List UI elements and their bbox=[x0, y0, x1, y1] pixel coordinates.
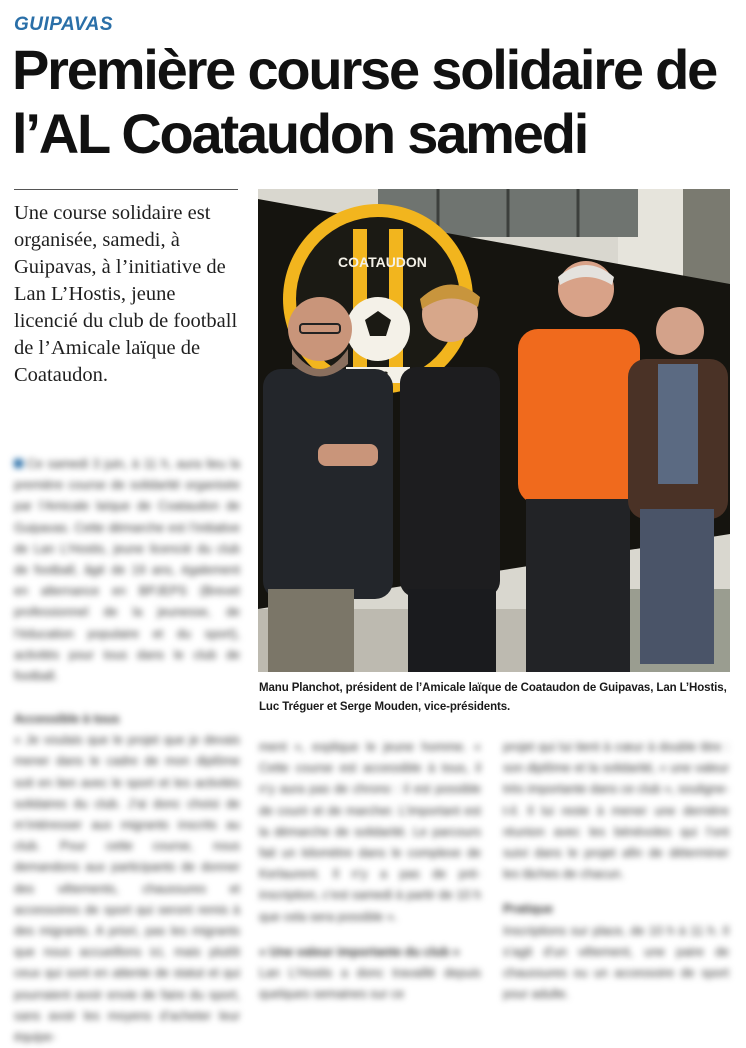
body-intro-text: Ce samedi 3 juin, à 11 h, aura lieu la première course de solidarité organisée par l’Amicale laïque de Coataudon de Guipavas. Cette démarche est l’initiative de Lan L’Hostis, jeune licencié du club de football, âgé de 19 ans, également en alternance en BPJEPS (Brevet professionnel de la jeunesse, de l’éducation populaire et du sport), activités pour tous dans le club de football. bbox=[14, 457, 240, 684]
article-photo bbox=[258, 189, 730, 672]
body-subhead-2: « Une valeur importante du club » bbox=[259, 944, 460, 959]
article-headline: Première course solidaire de l’AL Coataudon samedi bbox=[12, 38, 717, 165]
body-subhead-1: Accessible à tous bbox=[14, 712, 120, 726]
body-text-col3: projet qui lui tient à cœur à double titre : son diplôme et la solidarité, « une valeur très importante dans ce club », souligne-t-il. Il lui reste à mener une dernière réunion avec les bénévoles qui l’ont suivi dans le projet afin de déterminer les tâches de chacun. bbox=[503, 740, 729, 882]
body-text-col1: « Je voulais que le projet que je devais mener dans le cadre de mon diplôme soit en lien avec le sport et les activités solidaires du club. J’ai donc choisi de m’intéresser aux migrants inscrits au club. Pour cette course, nous demandons aux participants de donner des vêtements, chaussures et accessoires de sport qui seront remis à des migrants. A priori, pas les migrants que nous accueillons ici, mais plutôt ceux qui sont en attente de statut et qui pourraient avoir envie de faire du sport, sans avoir les moyens d’acheter leur équipe- bbox=[14, 733, 240, 1045]
standfirst-divider bbox=[14, 189, 238, 190]
article-body-col1-intro bbox=[14, 454, 240, 687]
section-kicker: GUIPAVAS bbox=[14, 14, 114, 35]
body-text-col2: ment », explique le jeune homme. « Cette course est accessible à tous, il n’y aura pas de chrono : il est possible de courir et de marcher. L’important est la démarche de solidarité. Le parcours fait un kilomètre dans le complexe de Kerlaurent. Il n’y a pas de pré-inscription, c’est samedi à partir de 10 h que cela sera possible ». bbox=[259, 740, 481, 924]
body-text-col3-b: Inscriptions sur place, de 10 h à 11 h. Il s’agit d’un vêtement, une paire de chaussures ou un accessoire de sport pour adulte. bbox=[503, 923, 729, 1002]
photo-caption: Manu Planchot, président de l’Amicale laïque de Coataudon de Guipavas, Lan L’Hostis, Luc Tréguer et Serge Mouden, vice-présidents. bbox=[259, 682, 727, 713]
group-photo-illustration bbox=[258, 189, 730, 672]
person-1 bbox=[263, 369, 393, 599]
article-body-col2 bbox=[259, 737, 481, 1005]
article-standfirst: Une course solidaire est organisée, samedi, à Guipavas, à l’initiative de Lan L’Hostis, jeune licencié du club de football de l’Amicale laïque de Coataudon. bbox=[14, 202, 238, 386]
body-text-col2-b: Lan L’Hostis a donc travaillé depuis quelques semaines sur ce bbox=[259, 966, 481, 1002]
article-body-col3 bbox=[503, 737, 729, 1005]
badge-text: COATAUDON bbox=[338, 254, 427, 270]
body-subhead-3: Pratique bbox=[503, 902, 554, 917]
article-body-col1 bbox=[14, 695, 240, 1048]
person-2 bbox=[400, 367, 500, 597]
paragraph-bullet-icon bbox=[14, 459, 23, 468]
person-3 bbox=[518, 329, 640, 504]
